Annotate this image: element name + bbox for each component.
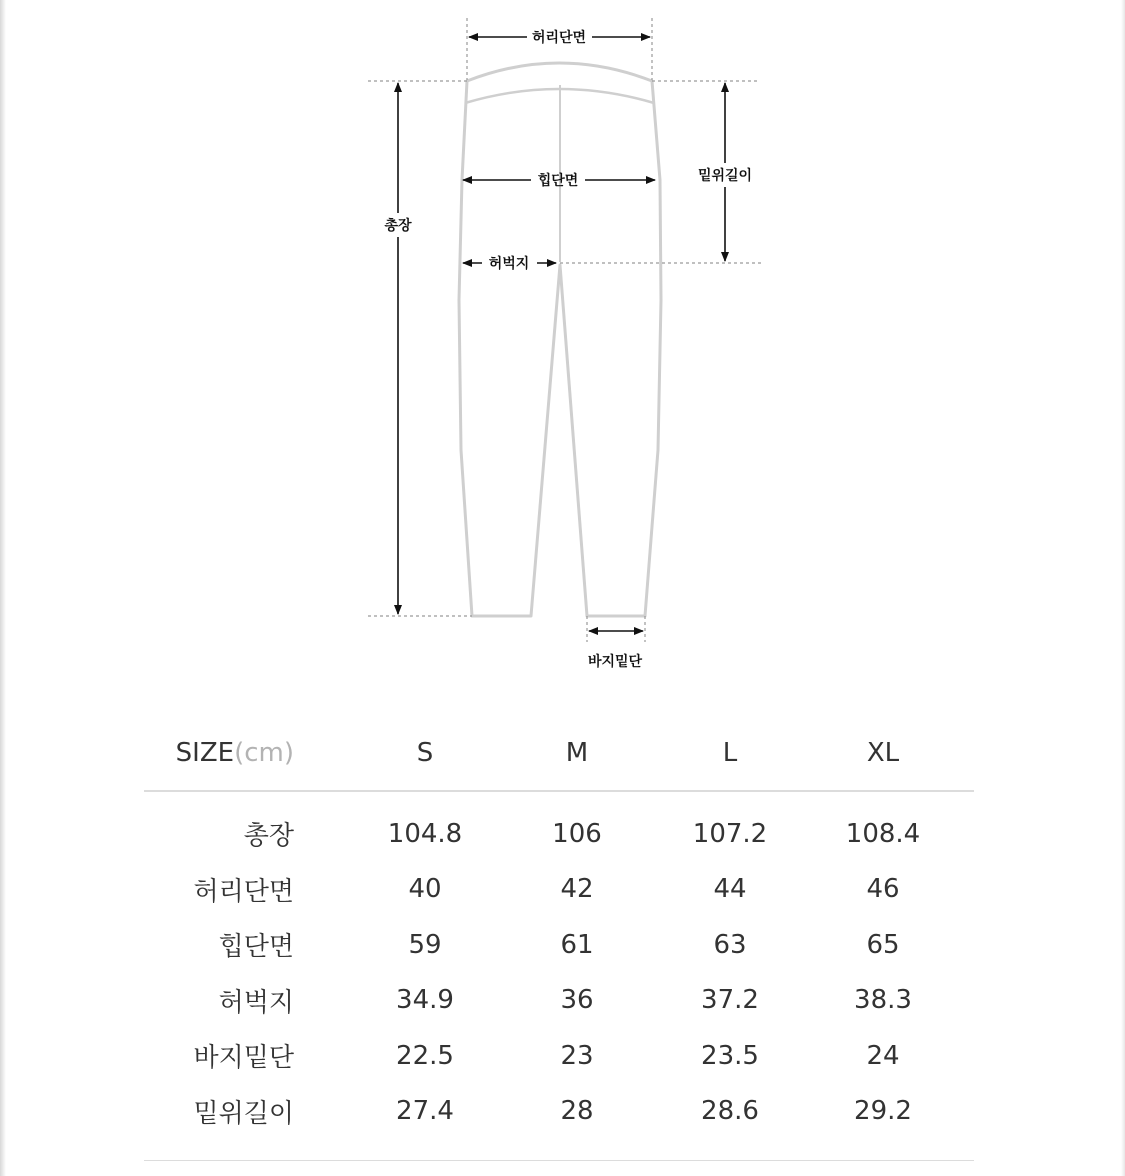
table-cell: 104.8 xyxy=(387,818,463,849)
table-cell: 23 xyxy=(560,1040,594,1071)
table-cell: 23.5 xyxy=(701,1040,759,1071)
table-cell: 46 xyxy=(866,874,900,905)
size-header-xl: XL xyxy=(866,738,900,768)
table-row xyxy=(144,917,974,973)
size-header-label xyxy=(144,716,294,790)
table-bottom-divider xyxy=(144,1160,974,1161)
measurement-arrows xyxy=(398,37,725,631)
table-row xyxy=(144,806,974,862)
table-cell: 28 xyxy=(560,1096,594,1127)
size-label: SIZE xyxy=(175,738,235,768)
table-cell: 28.6 xyxy=(701,1096,759,1127)
table-cell: 27.4 xyxy=(396,1096,454,1127)
table-cell: 36 xyxy=(560,985,594,1016)
row-label: 총장 xyxy=(243,821,294,852)
total-length-label: 총장 xyxy=(384,218,412,234)
table-cell: 108.4 xyxy=(845,818,921,849)
table-cell: 34.9 xyxy=(396,985,454,1016)
size-table-body xyxy=(144,792,974,1139)
table-cell: 61 xyxy=(560,929,594,960)
table-cell: 107.2 xyxy=(692,818,768,849)
row-label: 밑위길이 xyxy=(193,1098,294,1129)
table-cell: 22.5 xyxy=(396,1040,454,1071)
row-label: 허벅지 xyxy=(218,987,294,1018)
table-cell: 106 xyxy=(552,818,602,849)
table-cell: 63 xyxy=(713,929,747,960)
waist-label: 허리단면 xyxy=(531,30,587,46)
table-row xyxy=(144,862,974,918)
row-label: 바지밑단 xyxy=(193,1043,294,1074)
unit-label: (cm) xyxy=(234,738,294,768)
table-row xyxy=(144,1028,974,1084)
table-cell: 44 xyxy=(713,874,747,905)
table-row xyxy=(144,973,974,1029)
size-header-m: M xyxy=(565,738,589,768)
size-header-l: L xyxy=(722,738,738,768)
table-cell: 42 xyxy=(560,874,594,905)
table-cell: 38.3 xyxy=(854,985,912,1016)
table-cell: 65 xyxy=(866,929,900,960)
pants-outline xyxy=(459,63,661,616)
rise-label: 밑위길이 xyxy=(697,168,753,184)
table-cell: 40 xyxy=(408,874,442,905)
thigh-label: 허벅지 xyxy=(488,256,530,272)
size-table-header xyxy=(144,716,974,792)
table-cell: 37.2 xyxy=(701,985,759,1016)
hip-label: 힙단면 xyxy=(537,173,579,189)
hem-label: 바지밑단 xyxy=(587,654,643,670)
table-row xyxy=(144,1084,974,1140)
table-cell: 59 xyxy=(408,929,442,960)
size-header-s: S xyxy=(416,738,434,768)
table-cell: 24 xyxy=(866,1040,900,1071)
size-table xyxy=(144,716,974,1139)
row-label: 힙단면 xyxy=(218,932,294,963)
row-label: 허리단면 xyxy=(193,876,294,907)
table-cell: 29.2 xyxy=(854,1096,912,1127)
